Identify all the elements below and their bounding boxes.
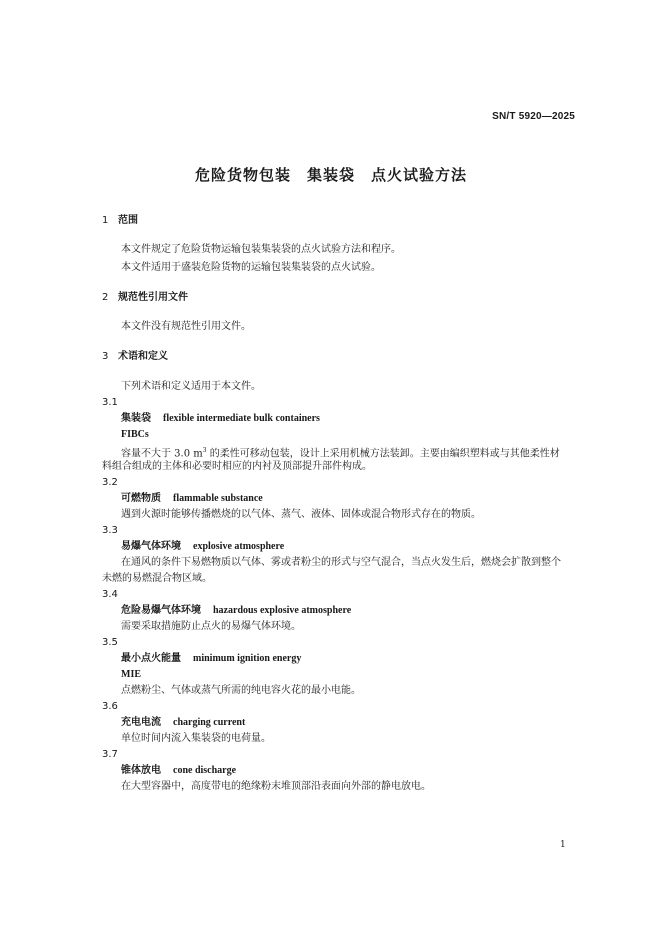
term-number: 3.1 — [102, 397, 118, 408]
term-entry — [121, 604, 351, 618]
term-chinese: 可燃物质 — [121, 493, 161, 504]
term-english: flammable substance — [173, 493, 263, 504]
term-number: 3.3 — [102, 525, 118, 536]
term-entry — [121, 652, 301, 666]
term-definition: 在大型容器中，高度带电的绝缘粉末堆顶部沿表面向外部的静电放电。 — [121, 781, 431, 792]
term-definition: 点燃粉尘、气体或蒸气所需的纯电容火花的最小电能。 — [121, 685, 361, 696]
term-number: 3.6 — [102, 701, 118, 712]
section-heading-normative-references — [102, 291, 188, 305]
term-chinese: 锥体放电 — [121, 765, 161, 776]
paragraph: 本文件适用于盛装危险货物的运输包装集装袋的点火试验。 — [121, 262, 381, 273]
term-english: flexible intermediate bulk containers — [163, 413, 320, 424]
term-number: 3.4 — [102, 589, 118, 600]
term-chinese: 易爆气体环境 — [121, 541, 181, 552]
term-english: charging current — [173, 717, 246, 728]
section-number: 2 — [102, 292, 109, 303]
term-entry — [121, 492, 263, 506]
document-title: 危险货物包装 集装袋 点火试验方法 — [194, 166, 467, 184]
section-title: 范围 — [118, 215, 138, 226]
term-entry — [121, 412, 320, 426]
term-definition: 料组合组成的主体和必要时相应的内衬及顶部提升部件构成。 — [102, 461, 372, 472]
term-entry — [121, 764, 236, 778]
term-english: minimum ignition energy — [193, 653, 302, 664]
term-definition: 容量不大于 3.0 $m^3$ 的柔性可移动包装，设计上采用机械方法装卸。主要由编织塑料或与其他柔性材 — [121, 447, 560, 460]
term-abbreviation: MIE — [121, 669, 141, 680]
term-definition: 遇到火源时能够传播燃烧的以气体、蒸气、液体、固体或混合物形式存在的物质。 — [121, 509, 481, 520]
term-definition: 未燃的易燃混合物区域。 — [102, 573, 212, 584]
term-number: 3.2 — [102, 477, 118, 488]
term-entry — [121, 716, 245, 730]
section-heading-scope — [102, 214, 138, 228]
term-definition: 需要采取措施防止点火的易爆气体环境。 — [121, 621, 301, 632]
term-number: 3.5 — [102, 637, 118, 648]
page-number: 1 — [560, 840, 566, 850]
section-number: 3 — [102, 351, 109, 362]
term-definition: 单位时间内流入集装袋的电荷量。 — [121, 733, 271, 744]
term-definition: 在通风的条件下易燃物质以气体、雾或者粉尘的形式与空气混合，当点火发生后，燃烧会扩散到整个 — [121, 557, 561, 568]
paragraph: 本文件规定了危险货物运输包装集装袋的点火试验方法和程序。 — [121, 244, 401, 255]
term-entry — [121, 540, 284, 554]
section-heading-terms — [102, 350, 168, 364]
section-title: 术语和定义 — [118, 351, 168, 362]
term-chinese: 集装袋 — [121, 413, 151, 424]
paragraph: 下列术语和定义适用于本文件。 — [121, 381, 261, 392]
section-title: 规范性引用文件 — [118, 292, 188, 303]
term-english: hazardous explosive atmosphere — [213, 605, 352, 616]
standard-code: SN/T 5920—2025 — [492, 111, 575, 122]
term-english: cone discharge — [173, 765, 237, 776]
paragraph: 本文件没有规范性引用文件。 — [121, 321, 251, 332]
term-chinese: 危险易爆气体环境 — [121, 605, 201, 616]
term-number: 3.7 — [102, 749, 118, 760]
section-number: 1 — [102, 215, 109, 226]
term-chinese: 充电电流 — [121, 717, 161, 728]
term-abbreviation: FIBCs — [121, 429, 149, 440]
term-english: explosive atmosphere — [193, 541, 285, 552]
term-chinese: 最小点火能量 — [121, 653, 181, 664]
